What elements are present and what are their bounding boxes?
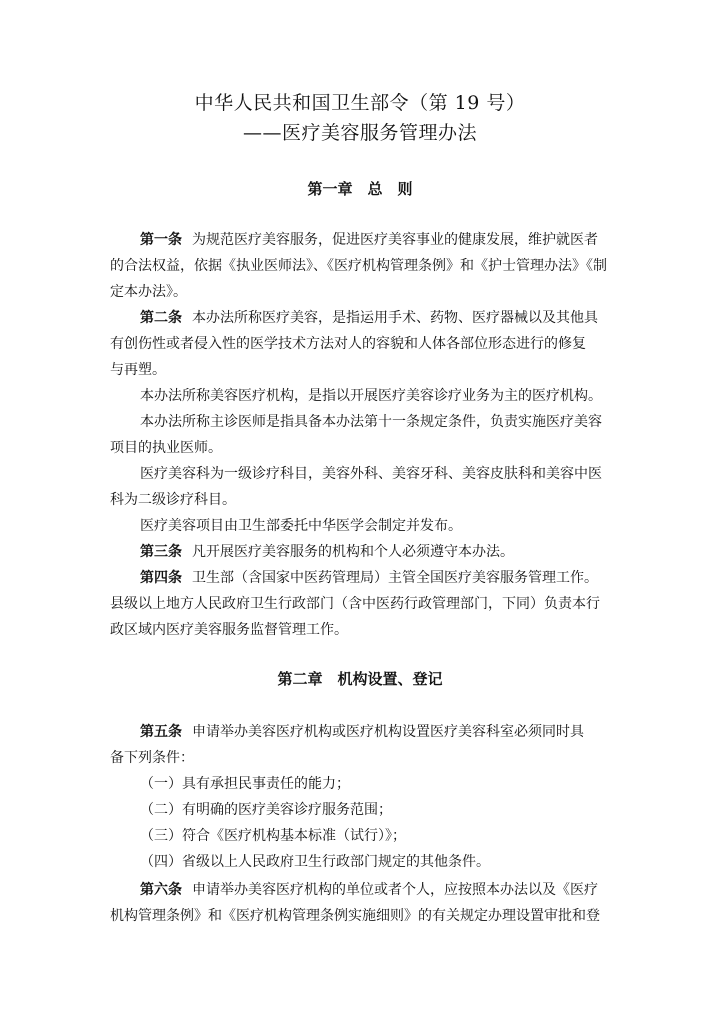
text-line: 本办法所称主诊医师是指具备本办法第十一条规定条件，负责实施医疗美容 bbox=[140, 414, 602, 430]
article-1-paragraph bbox=[140, 230, 598, 250]
text-line: 本办法所称美容医疗机构，是指以开展医疗美容诊疗业务为主的医疗机构。 bbox=[140, 388, 602, 404]
article-6-paragraph bbox=[140, 880, 598, 900]
text-line: 申请举办美容医疗机构的单位或者个人，应按照本办法以及《医疗 bbox=[192, 882, 598, 898]
text-line: 与再塑。 bbox=[110, 362, 166, 378]
list-item: （三）符合《医疗机构基本标准（试行）》； bbox=[140, 828, 406, 844]
text-line: 机构管理条例》和《医疗机构管理条例实施细则》的有关规定办理设置审批和登 bbox=[110, 908, 600, 924]
list-item: （一）具有承担民事责任的能力； bbox=[140, 776, 350, 792]
text-line: 政区域内医疗美容服务监督管理工作。 bbox=[110, 622, 348, 638]
text-line: 项目的执业医师。 bbox=[110, 440, 222, 456]
text-line: 定本办法》。 bbox=[110, 284, 187, 300]
article-label: 第五条 bbox=[140, 724, 182, 740]
article-5-paragraph bbox=[140, 722, 584, 742]
text-line: 县级以上地方人民政府卫生行政部门（含中医药行政管理部门，下同）负责本行 bbox=[110, 596, 600, 612]
article-label: 第一条 bbox=[140, 232, 182, 248]
chapter-heading-1: 第一章 总 则 bbox=[307, 180, 413, 198]
text-line: 有创伤性或者侵入性的医学技术方法对人的容貌和人体各部位形态进行的修复 bbox=[110, 336, 586, 352]
text-line: 的合法权益，依据《执业医师法》、《医疗机构管理条例》和《护士管理办法》《制 bbox=[110, 258, 607, 274]
article-label: 第六条 bbox=[140, 882, 182, 898]
document-subtitle: ——医疗美容服务管理办法 bbox=[242, 122, 477, 144]
list-item: （四）省级以上人民政府卫生行政部门规定的其他条件。 bbox=[140, 854, 490, 870]
article-label: 第二条 bbox=[140, 310, 182, 326]
article-3-paragraph bbox=[140, 542, 514, 562]
article-4-paragraph bbox=[140, 568, 598, 588]
document-title: 中华人民共和国卫生部令（第 19 号） bbox=[194, 92, 526, 114]
text-line: 医疗美容科为一级诊疗科目，美容外科、美容牙科、美容皮肤科和美容中医 bbox=[140, 466, 602, 482]
list-item: （二）有明确的医疗美容诊疗服务范围； bbox=[140, 802, 392, 818]
chapter-heading-2: 第二章 机构设置、登记 bbox=[277, 670, 443, 688]
text-line: 凡开展医疗美容服务的机构和个人必须遵守本办法。 bbox=[192, 544, 514, 560]
text-line: 申请举办美容医疗机构或医疗机构设置医疗美容科室必须同时具 bbox=[192, 724, 584, 740]
article-2-paragraph bbox=[140, 308, 598, 328]
article-label: 第三条 bbox=[140, 544, 182, 560]
text-line: 科为二级诊疗科目。 bbox=[110, 492, 236, 508]
text-line: 备下列条件： bbox=[110, 750, 194, 766]
article-label: 第四条 bbox=[140, 570, 182, 586]
text-line: 医疗美容项目由卫生部委托中华医学会制定并发布。 bbox=[140, 518, 462, 534]
text-line: 本办法所称医疗美容，是指运用手术、药物、医疗器械以及其他具 bbox=[192, 310, 598, 326]
text-line: 为规范医疗美容服务，促进医疗美容事业的健康发展，维护就医者 bbox=[192, 232, 598, 248]
text-line: 卫生部（含国家中医药管理局）主管全国医疗美容服务管理工作。 bbox=[192, 570, 598, 586]
